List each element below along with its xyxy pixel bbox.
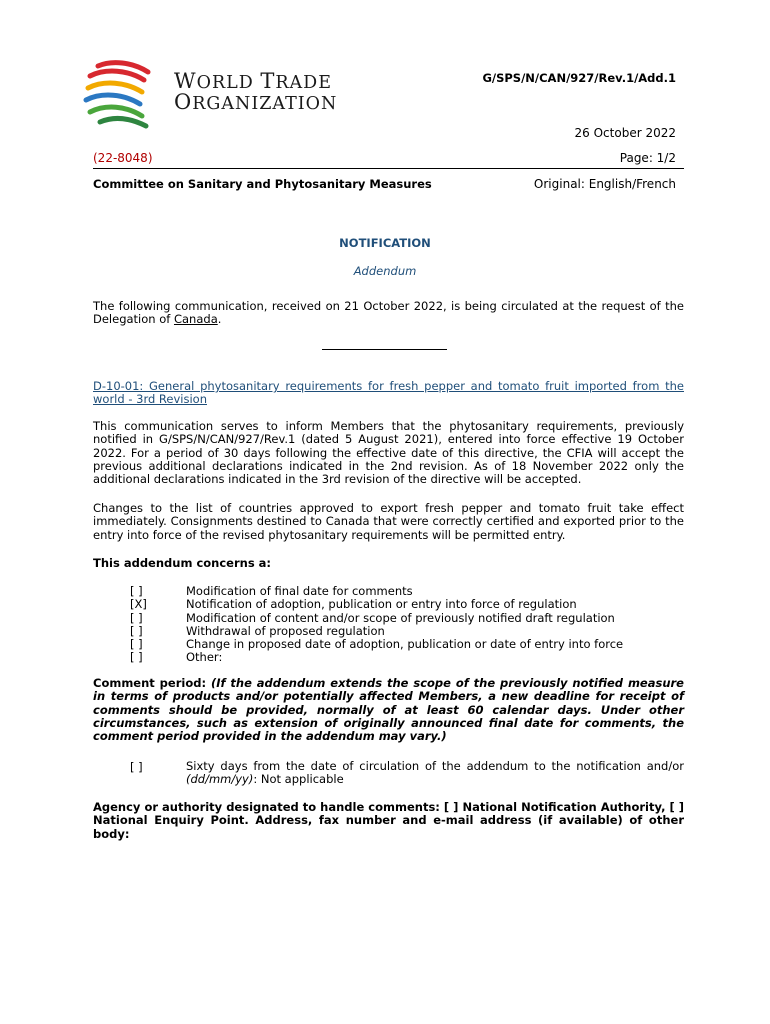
measure-title: D-10-01: General phytosanitary requirements for fresh pepper and tomato fruit imported from the world - 3rd Revision (93, 379, 684, 407)
intro-paragraph: The following communication, received on 21 October 2022, is being circulated at the request of the Delegation of Canada. (93, 299, 684, 327)
original-language: Original: English/French (533, 177, 676, 191)
checklist-item: [X] Notification of adoption, publication or entry into force of regulation (130, 597, 577, 612)
wto-emblem-icon (82, 58, 162, 130)
page-number: Page: 1/2 (619, 151, 676, 165)
document-date: 26 October 2022 (574, 126, 676, 140)
comment-option-box: [ ] (130, 760, 143, 774)
checklist-item: [ ] Modification of final date for comments (130, 584, 413, 598)
body-paragraph-2: Changes to the list of countries approved to export fresh pepper and tomato fruit take effect immediately. Consignments destined to Canada that were correctly certified and exported prior to the entry into force of the revised phytosanitary requirements will be permitted entry. (93, 501, 684, 542)
section-divider (322, 349, 447, 350)
document-reference: (22-8048) (93, 151, 153, 165)
comment-period: Comment period: (If the addendum extends the scope of the previously notified measure in terms of products and/or potentially affected Members, a new deadline for receipt of comments should be provided, normally of at least 60 calendar days. Under other circumstances, such as extension of originally announced final date for comments, the comment period provided in the addendum may vary.) (93, 676, 684, 744)
checklist-item: [ ] Change in proposed date of adoption, publication or date of entry into force (130, 637, 624, 652)
concerns-checklist (130, 585, 623, 665)
body-paragraph-1: This communication serves to inform Members that the phytosanitary requirements, previously notified in G/SPS/N/CAN/927/Rev.1 (dated 5 August 2021), entered into force effective 19 October 2022. For a period of 30 days following the effective date of this directive, the CFIA will accept the previous additional declarations indicated in the 2nd revision. As of 18 November 2022 only the additional declarations indicated in the 3rd revision of the directive will be accepted. (93, 419, 684, 487)
addendum-subtitle: Addendum (353, 264, 417, 278)
document-symbol: G/SPS/N/CAN/927/Rev.1/Add.1 (482, 71, 676, 85)
header-divider (93, 168, 684, 169)
wto-logo (82, 58, 342, 130)
checklist-item: [ ] Modification of content and/or scope of previously notified draft regulation (130, 610, 615, 625)
comment-option-text: Sixty days from the date of circulation of the addendum to the notification and/or (dd/mm/yy): Not applicable (186, 759, 684, 787)
checklist-item: [ ] Withdrawal of proposed regulation (130, 623, 385, 638)
agency-paragraph: Agency or authority designated to handle comments: [ ] National Notification Authority, [ ] National Enquiry Point. Address, fax number and e-mail address (if available) of other body: (93, 800, 684, 841)
country-name: Canada (173, 312, 218, 327)
committee-name: Committee on Sanitary and Phytosanitary Measures (93, 177, 432, 191)
concerns-heading: This addendum concerns a: (93, 556, 272, 570)
org-name: WORLD TRADE ORGANIZATION (174, 69, 338, 114)
checklist-item: [ ] Other: (130, 650, 223, 665)
notification-title: NOTIFICATION (339, 236, 431, 250)
